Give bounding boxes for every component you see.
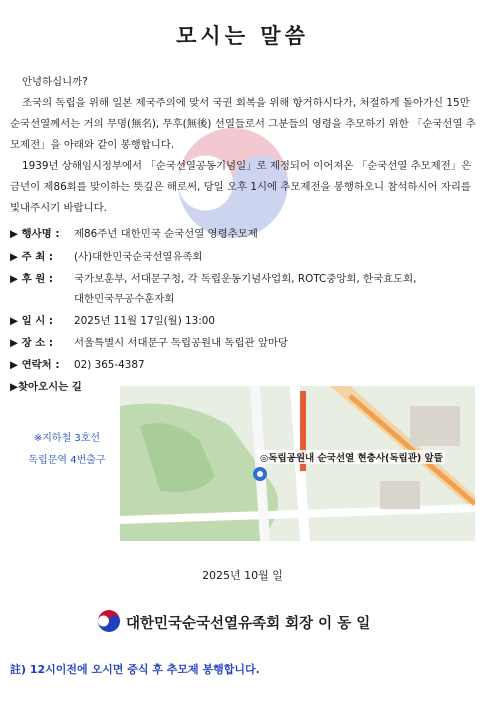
paragraph-history: 1939년 상해임시정부에서 「순국선열공동기념일」로 제정되어 이어져온 「순국선열 추모제전」은 금년이 제86회를 맞이하는 뜻깊은 해로써, 당일 오후 1시에 추모제전을 봉행하오니 참석하시어 자리를 빛내주시기 바랍니다. (10, 160, 472, 214)
map-venue-label: ◎독립공원내 순국선열 현충사(독립관) 앞뜰 (258, 450, 445, 464)
detail-contact: ▶ 연락처 : 02) 365-4387 (10, 359, 145, 371)
directions-heading: ▶찾아오시는 길 (10, 381, 82, 393)
detail-sponsors: ▶ 후 원 : 국가보훈부, 서대문구청, 각 독립운동기념사업회, ROTC중앙회, 한국효도회, (10, 273, 417, 285)
detail-sponsors-cont: 대한민국무공수훈자회 (74, 293, 175, 305)
subway-info (12, 428, 122, 472)
detail-venue: ▶ 장 소 : 서울특별시 서대문구 독립공원내 독립관 앞마당 (10, 337, 288, 349)
subway-line: ※지하철 3호선 (33, 433, 101, 444)
association-logo-icon (96, 608, 122, 634)
page-title: 모시는 말씀 (176, 24, 309, 48)
footnote: 註) 12시이전에 오시면 중식 후 추모제 봉행합니다. (10, 663, 260, 676)
issue-date: 2025년 10월 일 (202, 569, 283, 582)
subway-exit: 독립문역 4번출구 (28, 455, 106, 466)
signature-line: 대한민국순국선열유족회 회장 이 동 일 (126, 616, 371, 632)
location-map[interactable] (120, 386, 475, 541)
greeting: 안녕하십니까? (22, 76, 88, 88)
detail-host: ▶ 주 최 : (사)대한민국순국선열유족회 (10, 251, 203, 263)
paragraph-intro: 조국의 독립을 위해 일본 제국주의에 맞서 국권 회복을 위해 항거하시다가, 처절하게 돌아가신 15만 순국선열께서는 거의 무명(無名), 무후(無後) 선열들로서 그분들의 영령을 추모하기 위한 「순국선열 추모제전」을 아래와 같이 봉행합니다. (10, 97, 476, 151)
detail-event-name: ▶ 행사명 : 제86주년 대한민국 순국선열 영령추모제 (10, 228, 258, 240)
detail-datetime: ▶ 일 시 : 2025년 11월 17일(월) 13:00 (10, 315, 215, 327)
